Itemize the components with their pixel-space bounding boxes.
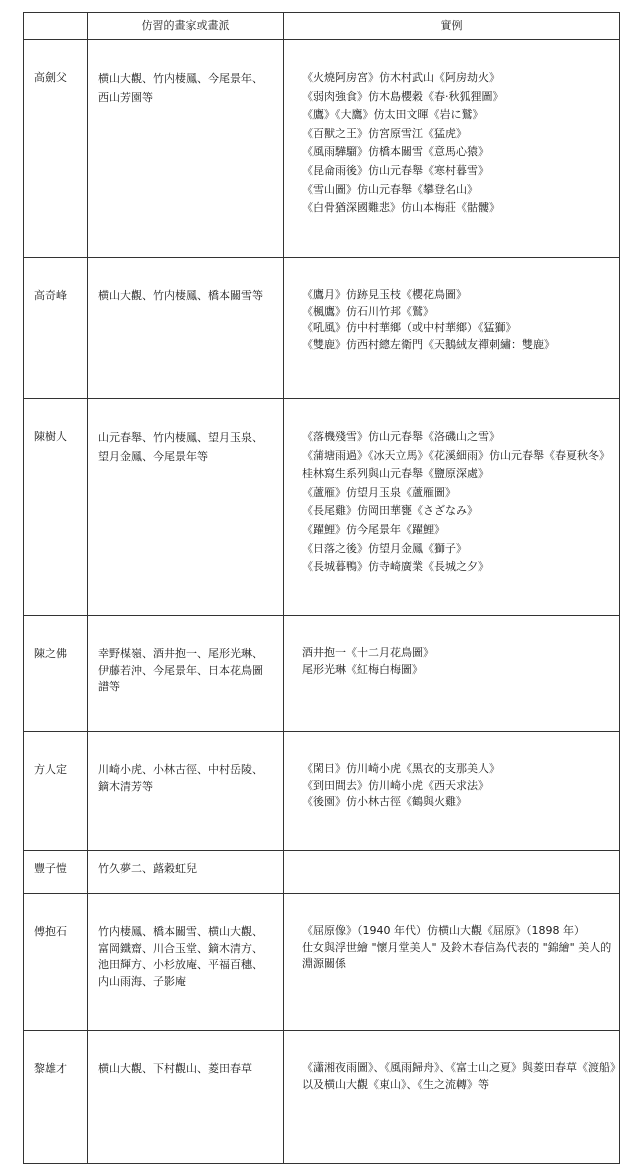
- reference-line: 横山大觀、下村觀山、菱田春草: [98, 1062, 252, 1075]
- examples-cell: [284, 40, 620, 258]
- example-line: 《弱肉強食》仿木島櫻穀《春·秋狐狸圖》: [302, 89, 504, 103]
- references-cell: [88, 399, 284, 616]
- example-line: 尾形光琳《紅梅白梅圖》: [302, 662, 423, 676]
- table-row: [24, 258, 620, 399]
- example-line: 《瀟湘夜雨圖》、《風雨歸舟》、《富士山之夏》與菱田春草《渡船》: [302, 1061, 621, 1074]
- reference-line: 内山雨海、子影庵: [98, 974, 186, 988]
- example-line: 《閑日》仿川崎小虎《黑衣的支那美人》: [302, 762, 500, 775]
- header-row: [24, 13, 620, 40]
- example-line: 《日落之後》仿望月金鳳《獅子》: [302, 541, 467, 555]
- example-line: 《昆侖雨後》仿山元春舉《寒村暮雪》: [302, 163, 489, 177]
- table-row: [24, 616, 620, 732]
- examples-cell: [284, 399, 620, 616]
- example-line: 《屈原像》（1940 年代）仿横山大觀《屈原》（1898 年）: [302, 924, 585, 937]
- reference-line: 幸野楳嶺、酒井抱一、尾形光琳、: [98, 647, 263, 660]
- artist-name-cell: 高劍父: [24, 40, 88, 258]
- table-row: [24, 40, 620, 258]
- example-line: 《鷹》《大鷹》仿太田文暉《岩に鷲》: [302, 108, 484, 122]
- example-line: 《白骨猶深國難悲》仿山本梅莊《骷髏》: [302, 201, 500, 215]
- example-line: 《火燒阿房宮》仿木村武山《阿房劫火》: [302, 71, 500, 84]
- table-row: [24, 851, 620, 894]
- example-line: 《楓鷹》仿石川竹邦《鷲》: [302, 304, 434, 318]
- example-line: 酒井抱一《十二月花鳥圖》: [302, 646, 434, 659]
- header-cell-examples: 實例: [284, 13, 620, 40]
- references-cell: [88, 616, 284, 732]
- references-cell: [88, 732, 284, 851]
- artist-name-cell: 高奇峰: [24, 258, 88, 399]
- artist-name-cell: 陳樹人: [24, 399, 88, 616]
- example-line: 《蒲塘雨過》《冰天立馬》《花溪細雨》仿山元春舉《春夏秋冬》: [302, 448, 610, 462]
- reference-line: 横山大觀、竹内棲鳳、橋本關雪等: [98, 289, 263, 302]
- examples-cell: [284, 1031, 620, 1164]
- example-line: 《落機殘雪》仿山元春舉《洛磯山之雪》: [302, 430, 500, 443]
- artist-name-cell: 黎雄才: [24, 1031, 88, 1164]
- example-line: 《百獸之王》仿宮原雪江《猛虎》: [302, 126, 467, 140]
- reference-line: 鏑木清芳等: [98, 779, 153, 793]
- example-line: 《吼風》仿中村華鄉（或中村華鄉）《猛獅》: [302, 321, 517, 334]
- examples-cell: [284, 616, 620, 732]
- comparison-table: [23, 12, 620, 1164]
- reference-line: 西山芳園等: [98, 90, 153, 104]
- examples-cell: [284, 732, 620, 851]
- example-line: 《風雨驊騮》仿橋本關雪《意馬心猿》: [302, 145, 489, 159]
- example-line: 《雙鹿》仿西村總左衛門《天鵝絨友禪刺繡：雙鹿》: [302, 337, 555, 351]
- example-line: 桂林寫生系列與山元春舉《鹽原深處》: [302, 467, 489, 481]
- examples-cell: [284, 894, 620, 1031]
- example-line: 《到田間去》仿川崎小虎《西天求法》: [302, 778, 489, 792]
- artist-name-cell: 方人定: [24, 732, 88, 851]
- artist-name-cell: 陳之佛: [24, 616, 88, 732]
- artist-name-cell: 傅抱石: [24, 894, 88, 1031]
- reference-line: 竹久夢二、蕗穀虹兒: [98, 862, 197, 875]
- table-row: [24, 732, 620, 851]
- table-row: [24, 399, 620, 616]
- reference-line: 横山大觀、竹内棲鳳、今尾景年、: [98, 72, 263, 85]
- table-row: [24, 1031, 620, 1164]
- example-line: 《雪山圖》仿山元春舉《攀登名山》: [302, 182, 478, 196]
- reference-line: 富岡鐵齋、川合玉堂、鏑木清方、: [98, 941, 263, 955]
- example-line: 《長尾雞》仿岡田華甕《さざなみ》: [302, 504, 478, 518]
- reference-line: 川崎小虎、小林古徑、中村岳陵、: [98, 763, 263, 776]
- reference-line: 望月金鳳、今尾景年等: [98, 449, 208, 463]
- references-cell: [88, 851, 284, 894]
- examples-cell: [284, 258, 620, 399]
- example-line: 《躍鯉》仿今尾景年《躍鯉》: [302, 522, 445, 536]
- example-line: 仕女與浮世繪 "懷月堂美人" 及鈴木春信為代表的 "錦繪" 美人的: [302, 940, 612, 954]
- example-line: 《後園》仿小林古徑《鶴與火雞》: [302, 795, 467, 808]
- header-cell-references: 仿習的畫家或畫派: [88, 13, 284, 40]
- references-cell: [88, 258, 284, 399]
- example-line: 《鷹月》仿跡見玉枝《櫻花鳥圖》: [302, 288, 467, 301]
- references-cell: [88, 40, 284, 258]
- reference-line: 竹内棲鳳、橋本關雪、横山大觀、: [98, 925, 263, 938]
- example-line: 《蘆雁》仿望月玉泉《蘆雁圖》: [302, 485, 456, 499]
- examples-cell: [284, 851, 620, 894]
- reference-line: 池田輝方、小杉放庵、平福百穗、: [98, 958, 263, 971]
- reference-line: 譜等: [98, 680, 120, 693]
- header-cell-empty: [24, 13, 88, 40]
- example-line: 淵源關係: [302, 957, 346, 970]
- reference-line: 伊藤若沖、今尾景年、日本花鳥圖: [98, 663, 263, 677]
- artist-name-cell: 豐子愷: [24, 851, 88, 894]
- table-row: [24, 894, 620, 1031]
- references-cell: [88, 1031, 284, 1164]
- example-line: 以及横山大觀《東山》、《生之流轉》等: [302, 1077, 489, 1091]
- references-cell: [88, 894, 284, 1031]
- example-line: 《長城暮鴨》仿寺崎廣業《長城之夕》: [302, 560, 489, 574]
- reference-line: 山元春舉、竹内棲鳳、望月玉泉、: [98, 431, 263, 444]
